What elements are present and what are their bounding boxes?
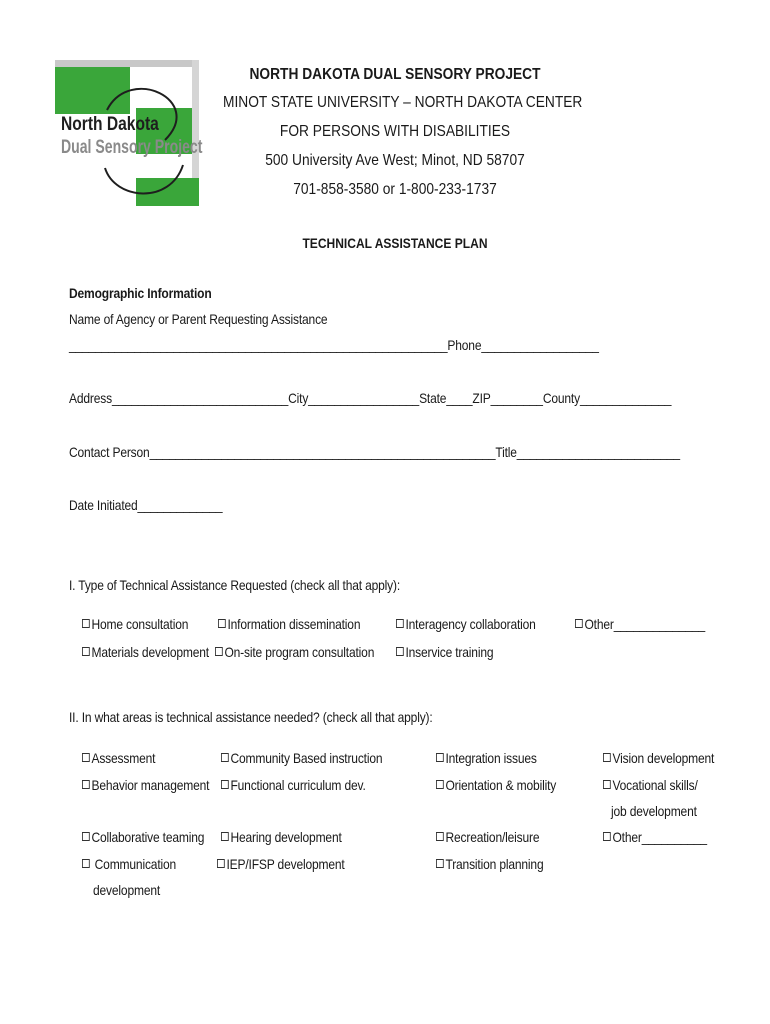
date-initiated-field[interactable]: Date Initiated_____________ <box>69 497 223 513</box>
checkbox-icon[interactable] <box>603 832 611 841</box>
agency-phone-field[interactable]: __________________________________________________________Phone__________________ <box>69 337 599 353</box>
checkbox-icon[interactable] <box>221 832 229 841</box>
center-name: FOR PERSONS WITH DISABILITIES <box>279 123 511 140</box>
checkbox-icon[interactable] <box>82 647 90 656</box>
option-integration-issues[interactable]: Integration issues <box>436 750 537 766</box>
option-onsite-program-consultation[interactable]: On-site program consultation <box>215 644 374 660</box>
option-interagency-collaboration[interactable]: Interagency collaboration <box>396 616 536 632</box>
checkbox-icon[interactable] <box>82 832 90 841</box>
checkbox-icon[interactable] <box>436 832 444 841</box>
option-hearing-development[interactable]: Hearing development <box>221 829 342 845</box>
option-vision-development[interactable]: Vision development <box>603 750 714 766</box>
checkbox-icon[interactable] <box>396 619 404 628</box>
section2-heading: II. In what areas is technical assistance needed? (check all that apply): <box>69 709 433 725</box>
form-title: TECHNICAL ASSISTANCE PLAN <box>302 235 488 251</box>
demographic-heading: Demographic Information <box>69 285 212 301</box>
org-phone: 701-858-3580 or 1-800-233-1737 <box>293 181 497 198</box>
option-assessment[interactable]: Assessment <box>82 750 155 766</box>
section1-heading: I. Type of Technical Assistance Requested (check all that apply): <box>69 577 401 593</box>
address-field[interactable]: Address___________________________City_________________State____ZIP________County______________ <box>69 390 672 406</box>
checkbox-icon[interactable] <box>603 780 611 789</box>
option-inservice-training[interactable]: Inservice training <box>396 644 493 660</box>
logo-text-north-dakota: North Dakota <box>61 114 159 135</box>
checkbox-icon[interactable] <box>82 780 90 789</box>
option-other-2[interactable]: Other__________ <box>603 829 707 845</box>
option-behavior-management[interactable]: Behavior management <box>82 777 209 793</box>
option-vocational-skills[interactable]: Vocational skills/ <box>603 777 698 793</box>
option-transition-planning[interactable]: Transition planning <box>436 856 543 872</box>
checkbox-icon[interactable] <box>82 619 90 628</box>
option-information-dissemination[interactable]: Information dissemination <box>218 616 360 632</box>
option-iep-ifsp-development[interactable]: IEP/IFSP development <box>217 856 345 872</box>
checkbox-icon[interactable] <box>82 753 90 762</box>
logo <box>55 60 203 206</box>
checkbox-icon[interactable] <box>221 780 229 789</box>
org-address: 500 University Ave West; Minot, ND 58707 <box>265 152 525 169</box>
agency-label: Name of Agency or Parent Requesting Assistance <box>69 311 328 327</box>
option-other-1[interactable]: Other______________ <box>575 616 705 632</box>
option-communication-development[interactable]: Communication <box>82 856 176 872</box>
option-community-based-instruction[interactable]: Community Based instruction <box>221 750 382 766</box>
option-home-consultation[interactable]: Home consultation <box>82 616 188 632</box>
checkbox-icon[interactable] <box>221 753 229 762</box>
option-recreation-leisure[interactable]: Recreation/leisure <box>436 829 539 845</box>
checkbox-icon[interactable] <box>217 859 225 868</box>
checkbox-icon[interactable] <box>436 859 444 868</box>
option-functional-curriculum[interactable]: Functional curriculum dev. <box>221 777 366 793</box>
org-name: NORTH DAKOTA DUAL SENSORY PROJECT <box>249 66 541 83</box>
option-vocational-skills-line2: job development <box>611 803 697 819</box>
logo-text-dual-sensory: Dual Sensory Project <box>61 137 203 158</box>
option-communication-development-line2: development <box>93 882 161 898</box>
checkbox-icon[interactable] <box>436 780 444 789</box>
checkbox-icon[interactable] <box>82 859 90 868</box>
option-materials-development[interactable]: Materials development <box>82 644 209 660</box>
university-name: MINOT STATE UNIVERSITY – NORTH DAKOTA CENTER <box>223 94 583 111</box>
checkbox-icon[interactable] <box>436 753 444 762</box>
checkbox-icon[interactable] <box>603 753 611 762</box>
contact-person-field[interactable]: Contact Person_____________________________________________________Title_________________________ <box>69 444 680 460</box>
checkbox-icon[interactable] <box>575 619 583 628</box>
checkbox-icon[interactable] <box>218 619 226 628</box>
option-orientation-mobility[interactable]: Orientation & mobility <box>436 777 556 793</box>
checkbox-icon[interactable] <box>215 647 223 656</box>
checkbox-icon[interactable] <box>396 647 404 656</box>
option-collaborative-teaming[interactable]: Collaborative teaming <box>82 829 204 845</box>
